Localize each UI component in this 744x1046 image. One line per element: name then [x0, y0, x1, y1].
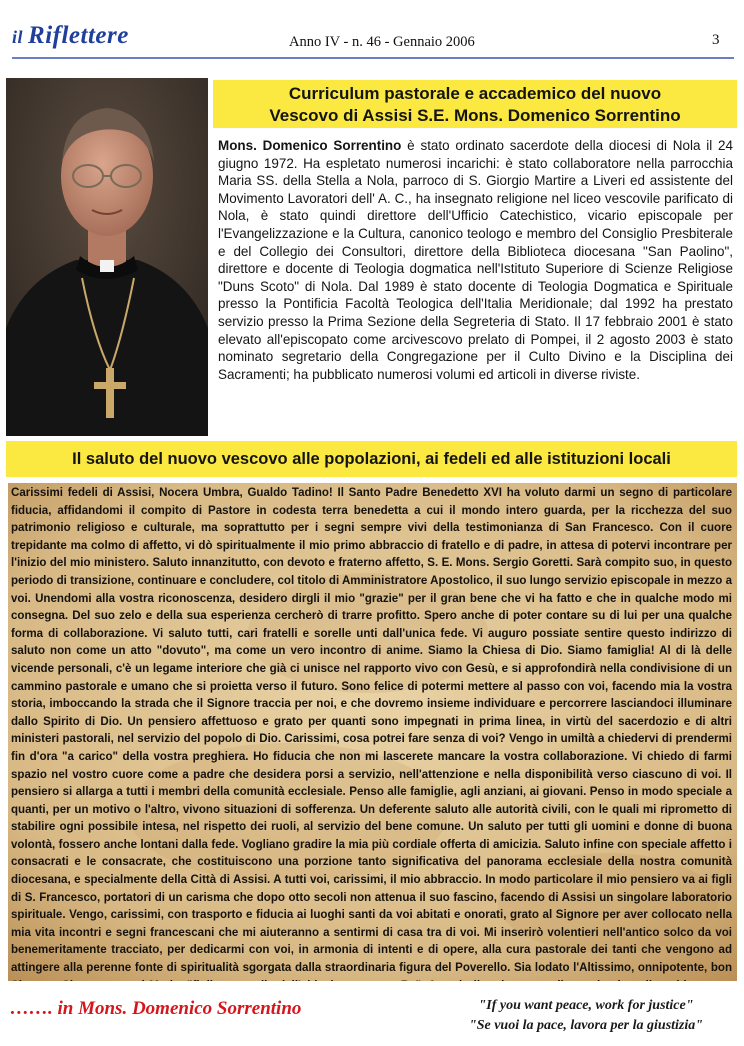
curriculum-title-line1: Curriculum pastorale e accademico del nuovo [288, 84, 662, 103]
page-number: 3 [712, 32, 720, 48]
newspaper-logo [12, 22, 129, 50]
curriculum-body: è stato ordinato sacerdote della diocesi di Nola il 24 giugno 1972. Ha espletato numerosi incarichi: è stato collaboratore nella parrocchia Maria SS. della Stella a Nola, parroco di S. Giorgio Martire a Liveri ed assistente del Movimento Lavoratori dell' A. C., ha insegnato religione nel liceo vescovile parificato di Nola, è stato quindi direttore dell'Ufficio Catechistico, vicario episcopale per l'Evangelizzazione e la Cultura, canonico teologo e membro del Consiglio Presbiterale e del Collegio dei Consultori, direttore della Biblioteca diocesana "San Paolino", direttore e docente di Teologia dogmatica nell'Istituto Superiore di Scienze Religiose "Duns Scoto" di Nola. Dal 1989 è stato docente di Teologia Dogmatica e Spirituale presso la Pontificia Facoltà Teologica dell'Italia Meridionale; dal 1992 ha prestato servizio presso la Prima Sezione della Segreteria di Stato. Il 17 febbraio 2001 è stato elevato all'episcopato come arcivescovo prelato di Pompei, il 2 agosto 2003 è stato nominato segretario della Congregazione per il Culto Divino e la Disciplina dei Sacramenti; ha pubblicato numerosi volumi ed articoli in diverse riviste. [218, 138, 733, 382]
saluto-letter-text: Carissimi fedeli di Assisi, Nocera Umbra, Gualdo Tadino! Il Santo Padre Benedetto XVI ha voluto darmi un segno di particolare fiducia, affidandomi il compito di Pastore in codesta terra benedetta a cui il mondo intero guarda, per la ricchezza del suo patrimonio religioso e culturale, ma soprattutto per i segni sempre vivi della testimonianza di San Francesco. Con il cuore trepidante ma colmo di affetto, vi dò spiritualmente il mio primo abbraccio di fratello e di padre, in attesa di potervi incontrare per l'inizio del mio ministero. Saluto innanzitutto, con devoto e fraterno affetto, S. E. Mons. Sergio Goretti. Sarà compito suo, in questo periodo di transizione, continuare e concludere, col titolo di Amministratore Apostolico, il suo lungo servizio episcopale in mezzo a voi. Unendomi alla vostra riconoscenza, desidero dirgli il mio "grazie" per il gran bene che vi ha fatto e che in qualche modo mi consegna. Del suo zelo e della sua esperienza cercherò di trarre profitto. Spero anche di poter contare su di lui per una qualche forma di collaborazione. Vi saluto tutti, cari fratelli e sorelle unti dall'unica fede. Vi auguro possiate sentire questo indirizzo di saluto non come un atto "dovuto", ma come un vero incontro di anime. Siamo la Chiesa di Dio. Siamo famiglia! Al di là delle vicende personali, c'è un legame interiore che già ci unisce nel rapporto vivo con Gesù, e si approfondirà nella condivisione di un cammino pastorale e umano che si proietta verso il futuro. Sono felice di potermi mettere al passo con voi, facendo mia la vostra storia, imboccando la strada che il Signore traccia per noi, e che dovremo insieme individuare e percorrere lasciandoci illuminare dallo Spirito di Dio. Un pensiero affettuoso e grato per quanti sono impegnati in prima linea, in virtù del sacerdozio e di altri ministeri pastorali, nel servizio del popolo di Dio. Carissimi, cosa potrei fare senza di voi? Vengo in umiltà a chiedervi di prendermi fin d'ora "a carico" della vostra preghiera. Ho fiducia che non mi lascerete mancare la vostra collaborazione. Vi chiedo di farmi spazio nel vostro cuore come a padre che desidera porsi a servizio, nell'attenzione e nella disponibilità verso ciascuno di voi. Il pensiero si allarga a tutti i membri della comunità ecclesiale. Penso alle famiglie, agli anziani, ai giovani. Penso in modo speciale a quanti, per un motivo o l'altro, vivono situazioni di sofferenza. Un deferente saluto alle autorità civili, con le quali mi riprometto di stabilire ogni possibile intesa, nel rispetto dei ruoli, al servizio del bene comune. Un saluto per tutti gli uomini e donne di buona volontà, fossero anche lontani dalla fede. Vogliano gradire la mia più cordiale offerta di amicizia. Saluto infine con speciale affetto i consacrati e le consacrate, che costituiscono una porzione tanto significativa del panorama ecclesiale della nostra comunità diocesana, e specialmente della Città di Assisi. A tutti voi, carissimi, il mio abbraccio. In modo particolare il mio pensiero va ai figli di S. Francesco, portatori di un carisma che dopo otto secoli non attenua il suo fascino, facendo di Assisi un singolare laboratorio spirituale. Vengo, carissimi, con trasporto e fiducia ai luoghi santi da voi abitati e onorati, grato al Signore per aver collocato nella mia vita incontri e segni francescani che mi aiuteranno a sentirmi di casa tra di voi. Mi inserirò volentieri nell'antico solco da voi benemeritamente tracciato, per dedicarmi con voi, in armonia di intenti e di opere, alla cura pastorale dei tanti che vengono ad attingere alla perenne fonte di spiritualità sgorgata dalla straordinaria figura del Poverello. Sia lodato l'Altissimo, onnipotente, bon [11, 487, 732, 975]
saluto-title-banner: Il saluto del nuovo vescovo alle popolazioni, ai fedeli ed alle istituzioni locali [6, 441, 737, 477]
issue-info: Anno IV - n. 46 - Gennaio 2006 [289, 34, 475, 50]
curriculum-title-box [213, 80, 737, 128]
footer-quote-english: "If you want peace, work for justice" [478, 998, 694, 1013]
saluto-letter-panel [8, 483, 737, 981]
footer-signature: ……. in Mons. Domenico Sorrentino [10, 998, 302, 1019]
footer-quote-italian: "Se vuoi la pace, lavora per la giustizia" [468, 1018, 704, 1033]
logo-il: il [12, 27, 24, 47]
curriculum-text [218, 137, 733, 383]
bishop-portrait-photo [6, 78, 208, 436]
curriculum-name: Mons. Domenico Sorrentino [218, 138, 402, 153]
page-header [0, 0, 744, 68]
curriculum-title-line2: Vescovo di Assisi S.E. Mons. Domenico Sorrentino [269, 105, 681, 125]
header-divider [12, 57, 734, 59]
logo-name: Riflettere [28, 22, 129, 49]
portrait-illustration [6, 78, 208, 436]
